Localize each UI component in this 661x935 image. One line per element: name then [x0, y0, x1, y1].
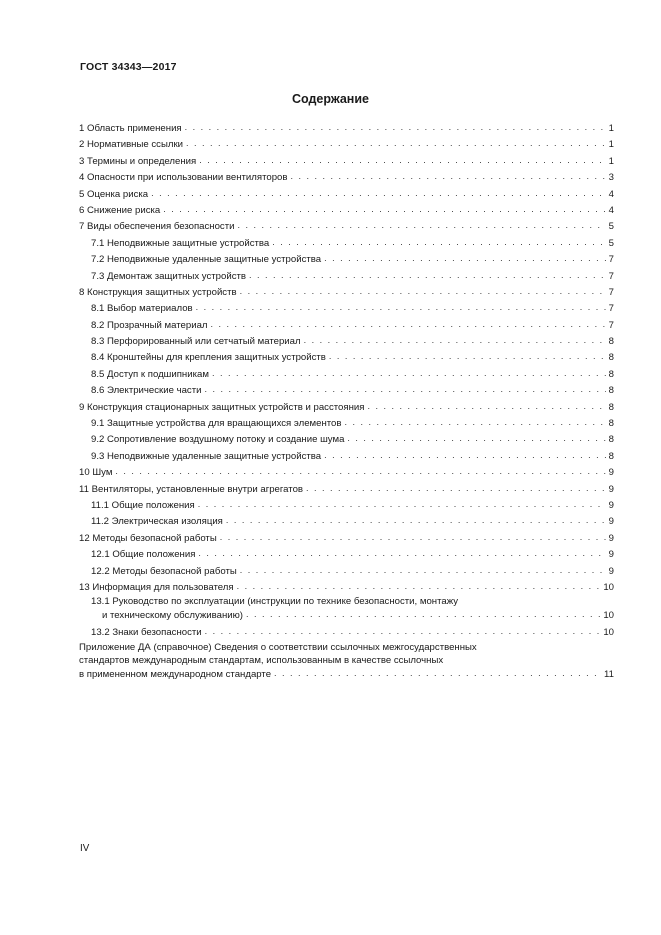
toc-entry[interactable]	[79, 497, 614, 513]
toc-entry-page: 9	[608, 516, 614, 528]
toc-entry-page: 1	[608, 155, 614, 167]
toc-entry-page: 11	[604, 668, 614, 680]
toc-entry-label: 8.6 Электрические части	[91, 385, 202, 397]
leader-dots	[226, 512, 606, 528]
toc-entry-label: 4 Опасности при использовании вентиляторов	[79, 172, 288, 184]
leader-dots	[237, 578, 601, 594]
document-code: ГОСТ 34343—2017	[80, 61, 177, 73]
leader-dots	[199, 152, 605, 168]
toc-entry-label: 8.2 Прозрачный материал	[91, 319, 208, 331]
table-of-contents	[79, 120, 614, 681]
toc-entry-page: 7	[608, 319, 614, 331]
page-number-footer: IV	[80, 843, 90, 854]
leader-dots	[115, 463, 605, 479]
appendix-label-line3: в примененном международном стандарте	[79, 668, 272, 680]
toc-entry-page: 8	[608, 336, 614, 348]
toc-entry-page: 3	[608, 172, 614, 184]
toc-entry-label: 8.3 Перфорированный или сетчатый материал	[91, 336, 301, 348]
toc-entry-label: 9.1 Защитные устройства для вращающихся элементов	[91, 418, 342, 430]
toc-entry[interactable]	[79, 366, 614, 382]
toc-entry-label: 13 Информация для пользователя	[79, 581, 234, 593]
toc-entry[interactable]	[79, 530, 614, 546]
toc-entry-page: 7	[608, 254, 614, 266]
toc-entry[interactable]	[79, 251, 614, 267]
toc-entry-label: 8 Конструкция защитных устройств	[79, 286, 237, 298]
toc-entry-label: 8.4 Кронштейны для крепления защитных устройств	[91, 352, 326, 364]
leader-dots	[204, 381, 605, 397]
leader-dots	[324, 447, 606, 463]
toc-entry-page: 10	[603, 581, 614, 593]
toc-entry-page: 7	[608, 303, 614, 315]
leader-dots	[238, 217, 606, 233]
toc-entry-page: 1	[608, 123, 614, 134]
leader-dots	[205, 623, 601, 639]
toc-entry-page: 8	[608, 368, 614, 380]
toc-entry[interactable]	[79, 563, 614, 579]
leader-dots	[211, 316, 606, 332]
toc-entry-page: 8	[608, 434, 614, 446]
leader-dots	[304, 332, 606, 348]
appendix-label-line2: стандартов международным стандартам, использованным в качестве ссылочных	[79, 655, 444, 667]
toc-entry[interactable]	[79, 153, 614, 169]
toc-entry[interactable]	[79, 300, 614, 316]
toc-entry[interactable]	[79, 382, 614, 398]
toc-appendix-entry[interactable]	[79, 641, 614, 681]
leader-dots	[272, 234, 605, 250]
toc-entry-label: 9 Конструкция стационарных защитных устройств и расстояния	[79, 401, 365, 413]
toc-entry-label: 7.3 Демонтаж защитных устройств	[91, 270, 247, 282]
toc-entry-page: 4	[608, 188, 614, 200]
toc-entry-label: 11 Вентиляторы, установленные внутри агрегатов	[79, 483, 304, 495]
leader-dots	[240, 283, 606, 299]
toc-entry[interactable]	[79, 136, 614, 152]
leader-dots	[347, 430, 605, 446]
toc-entry-page: 5	[608, 221, 614, 233]
toc-entry-label: 9.3 Неподвижные удаленные защитные устройства	[91, 450, 322, 462]
toc-entry[interactable]	[79, 579, 614, 595]
toc-entry[interactable]	[79, 218, 614, 234]
toc-entry-label: 13.2 Знаки безопасности	[91, 626, 202, 638]
leader-dots	[186, 135, 606, 151]
leader-dots	[240, 562, 606, 578]
toc-entry-label: 1 Область применения	[79, 123, 182, 134]
leader-dots	[196, 299, 606, 315]
toc-entry-page: 10	[603, 626, 614, 638]
toc-entry[interactable]	[79, 624, 614, 640]
toc-entry-page: 9	[608, 549, 614, 561]
toc-entry[interactable]	[79, 349, 614, 365]
toc-entry[interactable]	[79, 595, 614, 621]
toc-entry[interactable]	[79, 448, 614, 464]
toc-entry-page: 9	[608, 499, 614, 511]
leader-dots	[274, 667, 601, 680]
toc-entry-page: 9	[608, 467, 614, 479]
toc-entry[interactable]	[79, 235, 614, 251]
toc-entry-page: 8	[608, 450, 614, 462]
toc-entry-page: 9	[608, 565, 614, 577]
toc-entry[interactable]	[79, 399, 614, 415]
toc-entry-list	[79, 120, 614, 595]
leader-dots	[220, 529, 606, 545]
toc-entry[interactable]	[79, 120, 614, 136]
leader-dots	[329, 348, 606, 364]
toc-entry[interactable]	[79, 169, 614, 185]
toc-entry-page: 8	[608, 385, 614, 397]
toc-entry-label: 9.2 Сопротивление воздушному потоку и создание шума	[91, 434, 345, 446]
toc-entry[interactable]	[79, 202, 614, 218]
toc-entry-label: 7 Виды обеспечения безопасности	[79, 221, 235, 233]
leader-dots	[198, 545, 605, 561]
toc-entry-label-line2: и техническому обслуживанию)	[102, 609, 243, 621]
toc-entry-page: 4	[608, 204, 614, 216]
toc-entry-label: 11.2 Электрическая изоляция	[91, 516, 223, 528]
leader-dots	[306, 480, 606, 496]
toc-entry-label: 7.2 Неподвижные удаленные защитные устройства	[91, 254, 322, 266]
toc-entry[interactable]	[79, 464, 614, 480]
toc-entry-page: 8	[608, 352, 614, 364]
toc-entry-label: 3 Термины и определения	[79, 155, 197, 167]
leader-dots	[290, 168, 605, 184]
toc-entry[interactable]	[79, 513, 614, 529]
toc-entry[interactable]	[79, 415, 614, 431]
toc-entry[interactable]	[79, 268, 614, 284]
toc-entry-label: 8.1 Выбор материалов	[91, 303, 193, 315]
toc-entry-label: 12.2 Методы безопасной работы	[91, 565, 237, 577]
leader-dots	[198, 496, 606, 512]
toc-entry-label: 10 Шум	[79, 467, 113, 479]
toc-entry-label: 11.1 Общие положения	[91, 499, 195, 511]
toc-entry-page: 1	[608, 139, 614, 151]
toc-entry-label: 6 Снижение риска	[79, 204, 161, 216]
toc-entry-page: 8	[608, 401, 614, 413]
appendix-label-line1: Приложение ДА (справочное) Сведения о соответствии ссылочных межгосударственных	[79, 642, 477, 654]
leader-dots	[246, 608, 600, 621]
toc-entry-page: 9	[608, 483, 614, 495]
leader-dots	[344, 414, 605, 430]
toc-entry-page: 8	[608, 418, 614, 430]
toc-entry[interactable]	[79, 431, 614, 447]
toc-entry-label: 12.1 Общие положения	[91, 549, 196, 561]
toc-entry-label: 5 Оценка риска	[79, 188, 149, 200]
toc-entry-label-line1: 13.1 Руководство по эксплуатации (инструкции по технике безопасности, монтажу	[91, 596, 459, 608]
toc-entry-page: 5	[608, 237, 614, 249]
toc-entry-label: 7.1 Неподвижные защитные устройства	[91, 237, 270, 249]
toc-entry[interactable]	[79, 333, 614, 349]
toc-entry-page: 9	[608, 532, 614, 544]
leader-dots	[324, 250, 606, 266]
leader-dots	[163, 201, 605, 217]
leader-dots	[151, 185, 606, 201]
toc-entry[interactable]	[79, 284, 614, 300]
toc-entry[interactable]	[79, 481, 614, 497]
toc-entry-label: 2 Нормативные ссылки	[79, 139, 184, 151]
leader-dots	[367, 398, 605, 414]
toc-entry-page: 10	[603, 609, 614, 621]
toc-entry-page: 7	[608, 286, 614, 298]
leader-dots	[185, 119, 606, 135]
toc-entry-page: 7	[608, 270, 614, 282]
toc-entry[interactable]	[79, 317, 614, 333]
toc-entry[interactable]	[79, 546, 614, 562]
toc-title: Содержание	[291, 92, 369, 106]
toc-entry-label: 8.5 Доступ к подшипникам	[91, 368, 209, 380]
leader-dots	[249, 267, 606, 283]
leader-dots	[212, 365, 606, 381]
toc-entry-label: 12 Методы безопасной работы	[79, 532, 217, 544]
toc-entry[interactable]	[79, 186, 614, 202]
